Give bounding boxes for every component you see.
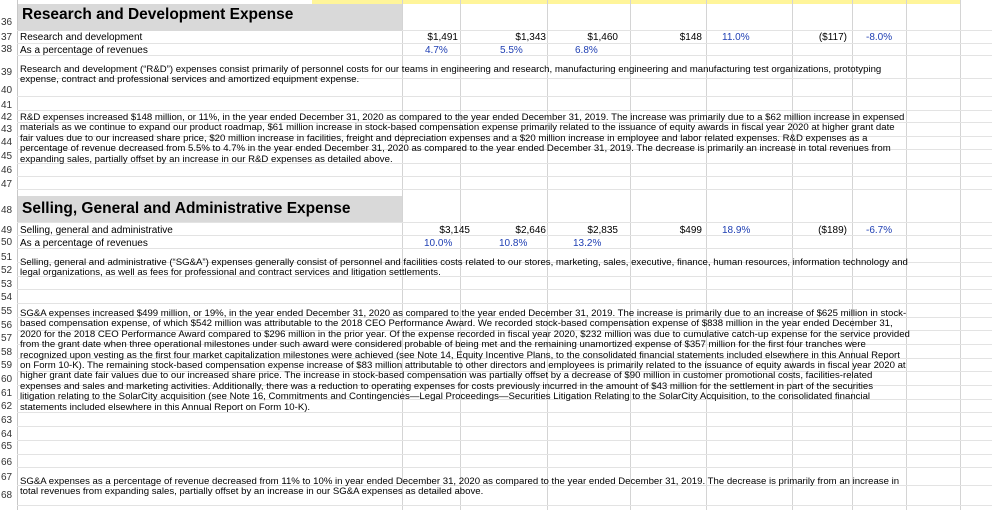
row-number[interactable]: 44 — [1, 137, 13, 148]
row-number[interactable]: 42 — [1, 112, 13, 123]
rd-heading[interactable]: Research and Development Expense — [22, 6, 294, 23]
rd-2020-pct[interactable]: 4.7% — [425, 45, 448, 56]
sga-2018-value[interactable]: $2,835 — [587, 225, 618, 236]
rd-change-value[interactable]: $148 — [679, 32, 702, 43]
row-number[interactable]: 47 — [1, 179, 13, 190]
row-gridline — [17, 189, 992, 190]
row-gridline — [17, 110, 992, 111]
row-number[interactable]: 36 — [1, 17, 13, 28]
row-gridline — [17, 426, 992, 427]
row-number[interactable]: 38 — [1, 44, 13, 55]
rd-analysis[interactable]: R&D expenses increased $148 million, or 11%, in the year ended December 31, 2020 as compared to the year ended December 31, 2019. The increase was primarily due to a $62 million increase in expensed materials as we continue to expand our product roadmap, $61 million increase in stock-based compensation expense primarily related to the issuance of equity awards in fiscal year 2020 at higher grant date fair values due to our increased share price, $20 million increase in facilities, freight and depreciation expenses and a $20 million increase in employee and labor related expenses. R&D expenses as a percentage of revenue decreased from 5.5% to 4.7% in the year ended December 31, 2020 as compared to the year ended December 31, 2019. The decrease is primarily an increase in total revenues from expanding sales, partially offset by an increase in our R&D expenses as detailed above. — [20, 112, 905, 165]
sga-2020-pct[interactable]: 10.0% — [424, 238, 453, 249]
row-number[interactable]: 37 — [1, 32, 13, 43]
row-gridline — [17, 222, 992, 223]
row-number[interactable]: 56 — [1, 320, 13, 331]
sga-change2-pct[interactable]: -6.7% — [866, 225, 893, 236]
row-number[interactable]: 63 — [1, 415, 13, 426]
row-gridline — [17, 96, 992, 97]
row-number[interactable]: 65 — [1, 441, 13, 452]
sga-2018-pct[interactable]: 13.2% — [573, 238, 602, 249]
rd-change2-pct[interactable]: -8.0% — [866, 32, 893, 43]
row-number[interactable]: 68 — [1, 490, 13, 501]
row-number[interactable]: 52 — [1, 265, 13, 276]
rd-2019-pct[interactable]: 5.5% — [500, 45, 523, 56]
rd-change2-value[interactable]: ($117) — [818, 32, 847, 43]
row-number[interactable]: 39 — [1, 67, 13, 78]
row-number[interactable]: 50 — [1, 237, 13, 248]
sga-analysis[interactable]: SG&A expenses increased $499 million, or 19%, in the year ended December 31, 2020 as compared to the year ended December 31, 2019. The increase is primarily due to an increase of $625 million in stock-based compensation expense, of which $542 million was attributable to the 2018 CEO Performance Award. We recorded stock-based compensation expense of $838 million in the year ended December 31, 2020 for the 2018 CEO Performance Award compared to $296 million in the prior year. Of the expense recorded in fiscal year 2020, $232 million was due to cumulative catch-up expense for the service provided from the grant date when three operational milestones under such award were considered probable of being met and the remaining unamortized expense of $357 million for the first four tranches were recognized upon vesting as the first four market capitalization milestones were achieved (see Note 14, Equity Incentive Plans, to the consolidated financial statements included elsewhere in this Annual Report on Form 10-K). The remaining stock-based compensation expense increase of $83 million attributable to other directors and employees is primarily related to the issuance of equity awards in fiscal year 2020 at higher grant date fair values due to our increased share price. The increase in stock-based compensation was partially offset by a decrease of $90 million in customer promotional costs, facilities-related expenses and sales and marketing activities. Additionally, there was a reduction to operating expenses for costs previously incurred in the amount of $43 million for the settlement in part of the securities litigation relating to the SolarCity acquisition (see Note 16, Commitments and Contingencies—Legal Proceedings—Securities Litigation Relating to the SolarCity Acquisition, to the consolidated financial statements included elsewhere in this Annual Report on Form 10-K). — [20, 308, 910, 413]
row-number[interactable]: 67 — [1, 472, 13, 483]
row-number[interactable]: 66 — [1, 457, 13, 468]
row-number[interactable]: 53 — [1, 279, 13, 290]
row-number[interactable]: 55 — [1, 306, 13, 317]
rd-2020-value[interactable]: $1,491 — [427, 32, 458, 43]
sga-pct-label[interactable]: As a percentage of revenues — [20, 238, 148, 249]
sga-change-value[interactable]: $499 — [679, 225, 702, 236]
row-gridline — [17, 43, 992, 44]
row-gridline — [17, 289, 992, 290]
row-number[interactable]: 46 — [1, 165, 13, 176]
rd-2018-value[interactable]: $1,460 — [587, 32, 618, 43]
column-gridline — [960, 0, 961, 510]
row-number[interactable]: 51 — [1, 252, 13, 263]
sga-analysis-percentage[interactable]: SG&A expenses as a percentage of revenue decreased from 11% to 10% in year ended December 31, 2020 as compared to the year ended December 31, 2019. The decrease is primarily from an increase in total revenues from expanding sales, partially offset by an increase in our SG&A expenses as detailed above. — [20, 476, 900, 498]
rd-description[interactable]: Research and development (“R&D”) expenses consist primarily of personnel costs for our teams in engineering and research, manufacturing engineering and manufacturing test organizations, prototyping expense, contract and professional services and amortized equipment expense. — [20, 64, 882, 86]
rd-row-label[interactable]: Research and development — [20, 32, 143, 43]
rd-pct-label[interactable]: As a percentage of revenues — [20, 45, 148, 56]
row-number[interactable]: 57 — [1, 333, 13, 344]
row-gridline — [17, 454, 992, 455]
rd-2018-pct[interactable]: 6.8% — [575, 45, 598, 56]
sga-2019-value[interactable]: $2,646 — [515, 225, 546, 236]
row-number[interactable]: 60 — [1, 374, 13, 385]
row-gridline — [17, 505, 992, 506]
row-number[interactable]: 64 — [1, 429, 13, 440]
sga-change2-value[interactable]: ($189) — [818, 225, 847, 236]
sga-change-pct[interactable]: 18.9% — [722, 225, 751, 236]
sga-2020-value[interactable]: $3,145 — [439, 225, 470, 236]
row-number[interactable]: 62 — [1, 401, 13, 412]
row-number[interactable]: 45 — [1, 151, 13, 162]
sga-heading[interactable]: Selling, General and Administrative Expense — [22, 200, 351, 217]
row-gridline — [17, 440, 992, 441]
row-gridline — [17, 176, 992, 177]
row-number[interactable]: 54 — [1, 292, 13, 303]
sga-row-label[interactable]: Selling, general and administrative — [20, 225, 173, 236]
row-number[interactable]: 58 — [1, 347, 13, 358]
rd-change-pct[interactable]: 11.0% — [722, 32, 750, 43]
row-number[interactable]: 40 — [1, 85, 13, 96]
row-gridline — [17, 303, 992, 304]
row-number[interactable]: 59 — [1, 360, 13, 371]
row-gridline — [17, 467, 992, 468]
row-number[interactable]: 61 — [1, 388, 13, 399]
rd-2019-value[interactable]: $1,343 — [515, 32, 546, 43]
row-number[interactable]: 48 — [1, 205, 13, 216]
row-number[interactable]: 49 — [1, 225, 13, 236]
row-number[interactable]: 43 — [1, 124, 13, 135]
top-highlight-strip — [312, 0, 960, 4]
row-number[interactable]: 41 — [1, 100, 13, 111]
sga-2019-pct[interactable]: 10.8% — [499, 238, 528, 249]
sga-description[interactable]: Selling, general and administrative (“SG&A”) expenses generally consist of personnel and facilities costs related to our stores, marketing, sales, executive, finance, human resources, information technology and legal organizations, as well as fees for professional and contract services and litigation settlements. — [20, 257, 908, 279]
